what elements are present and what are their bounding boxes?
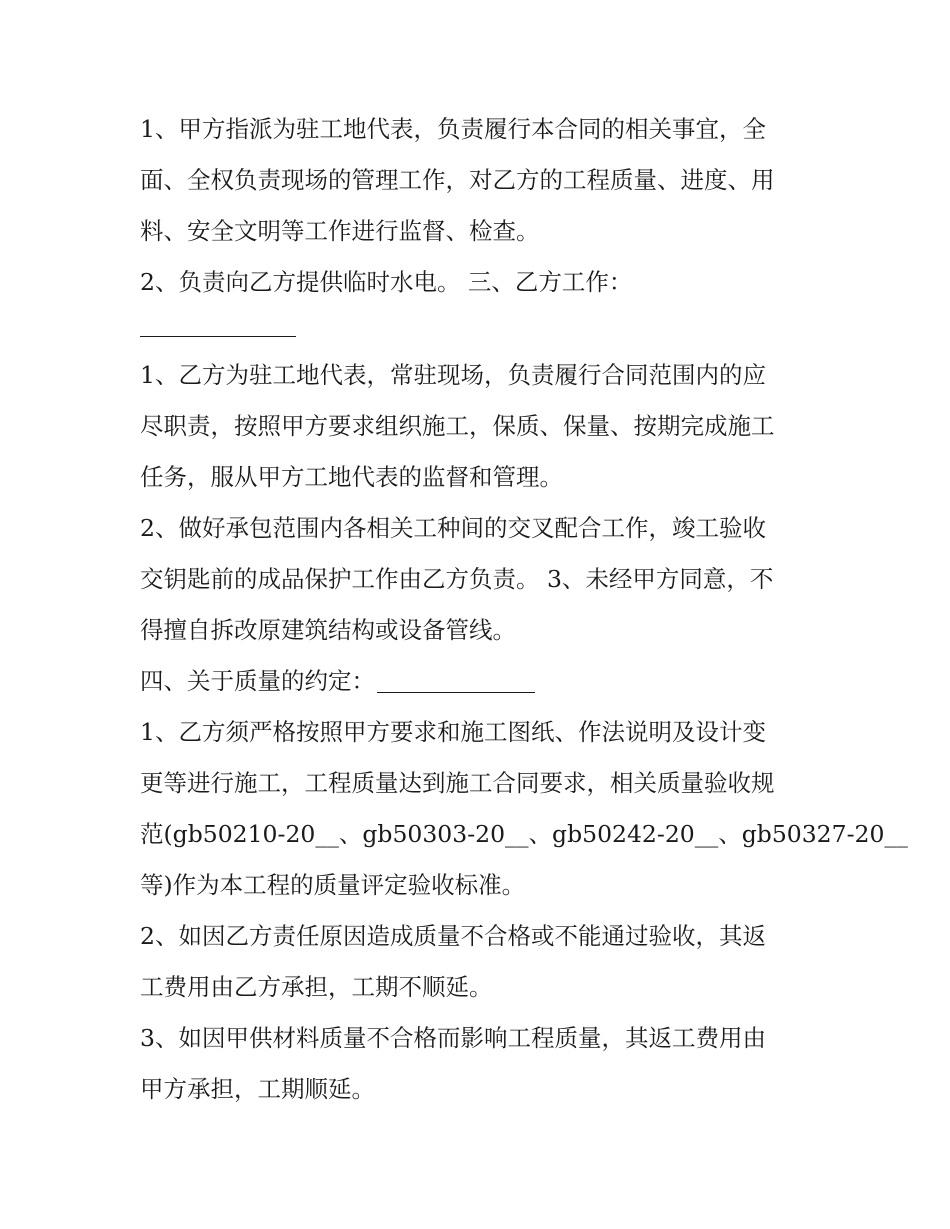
text-line: 2、负责向乙方提供临时水电。 三、乙方工作： xyxy=(140,268,633,296)
section-heading-line xyxy=(140,661,535,701)
text-line: 3、如因甲供材料质量不合格而影响工程质量，其返工费用由 xyxy=(140,1024,766,1052)
text-line: 工费用由乙方承担，工期不顺延。 xyxy=(140,973,493,1001)
text-line: 1、乙方须严格按照甲方要求和施工图纸、作法说明及设计变 xyxy=(140,718,766,746)
text-line: 等)作为本工程的质量评定验收标准。 xyxy=(140,871,526,899)
fill-in-blank xyxy=(140,336,296,337)
text-line: 1、乙方为驻工地代表，常驻现场，负责履行合同范围内的应 xyxy=(140,361,766,389)
text-line: 料、安全文明等工作进行监督、检查。 xyxy=(140,217,540,245)
text-line: 尽职责，按照甲方要求组织施工，保质、保量、按期完成施工 xyxy=(140,412,775,440)
text-line: 面、全权负责现场的管理工作，对乙方的工程质量、进度、用 xyxy=(140,166,775,194)
text-line: 1、甲方指派为驻工地代表，负责履行本合同的相关事宜，全 xyxy=(140,115,766,143)
text-line: 更等进行施工，工程质量达到施工合同要求，相关质量验收规 xyxy=(140,769,775,797)
text-line: 交钥匙前的成品保护工作由乙方负责。 3、未经甲方同意，不 xyxy=(140,565,774,593)
text-line: 2、做好承包范围内各相关工种间的交叉配合工作，竣工验收 xyxy=(140,514,766,542)
text-line: 任务，服从甲方工地代表的监督和管理。 xyxy=(140,463,563,491)
text-line: 甲方承担，工期顺延。 xyxy=(140,1075,375,1103)
text-line: 2、如因乙方责任原因造成质量不合格或不能通过验收，其返 xyxy=(140,922,766,950)
section-heading: 四、关于质量的约定： xyxy=(140,667,375,695)
fill-in-blank xyxy=(377,691,535,693)
text-line: 得擅自拆改原建筑结构或设备管线。 xyxy=(140,616,516,644)
text-line: 范(gb50210-20__、gb50303-20__、gb50242-20__、gb50327-20__ xyxy=(140,820,908,848)
